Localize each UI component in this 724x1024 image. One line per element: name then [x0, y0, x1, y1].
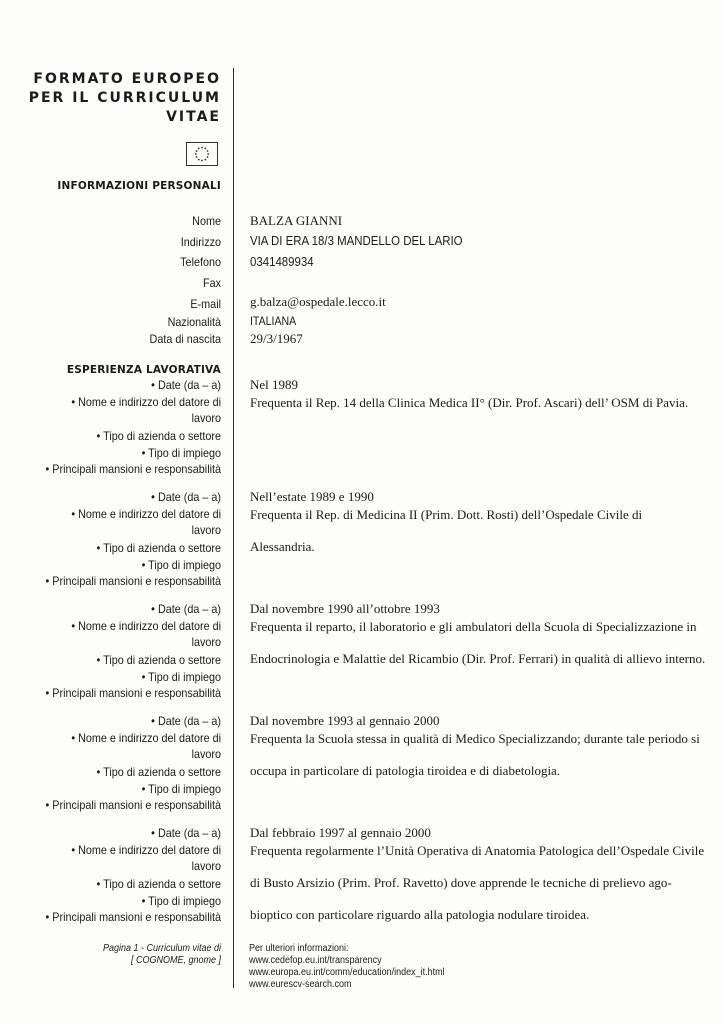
experience-date: Nel 1989: [250, 377, 299, 392]
label-tipo-azienda: • Tipo di azienda o settore: [96, 429, 221, 443]
label-nazionalita: Nazionalità: [167, 315, 221, 329]
experience-date: Dal febbraio 1997 al gennaio 2000: [250, 825, 431, 840]
label-data-nascita: Data di nascita: [149, 332, 221, 346]
label-datore-cont: lavoro: [191, 747, 221, 761]
title-line-3: VITAE: [166, 109, 221, 125]
footer-link[interactable]: www.cedefop.eu.int/transparency: [249, 955, 382, 966]
label-tipo-azienda: • Tipo di azienda o settore: [96, 653, 221, 667]
footer-link[interactable]: www.eurescv-search.com: [249, 979, 352, 990]
experience-description-line: Endocrinologia e Malattie del Ricambio (Dir. Prof. Ferrari) in qualità di allievo interno.: [250, 651, 706, 666]
label-tipo-impiego: • Tipo di impiego: [141, 446, 221, 460]
footer-info-heading: Per ulteriori informazioni:: [249, 943, 349, 954]
label-telefono: Telefono: [180, 255, 221, 269]
value-indirizzo: VIA DI ERA 18/3 MANDELLO DEL LARIO: [250, 233, 463, 248]
label-datore: • Nome e indirizzo del datore di: [71, 619, 221, 633]
label-date: • Date (da – a): [151, 714, 221, 728]
label-date: • Date (da – a): [151, 826, 221, 840]
experience-date: Nell’estate 1989 e 1990: [250, 489, 374, 504]
column-divider: [233, 68, 234, 988]
value-data-nascita: 29/3/1967: [250, 331, 303, 346]
label-email: E-mail: [190, 297, 221, 311]
label-tipo-impiego: • Tipo di impiego: [141, 894, 221, 908]
label-nome: Nome: [192, 214, 221, 228]
value-nazionalita: ITALIANA: [250, 314, 297, 328]
label-indirizzo: Indirizzo: [180, 235, 221, 249]
label-datore: • Nome e indirizzo del datore di: [71, 843, 221, 857]
title-line-1: FORMATO EUROPEO: [33, 71, 221, 87]
label-datore: • Nome e indirizzo del datore di: [71, 395, 221, 409]
title-line-2: PER IL CURRICULUM: [28, 90, 221, 106]
label-datore: • Nome e indirizzo del datore di: [71, 731, 221, 745]
label-mansioni: • Principali mansioni e responsabilità: [45, 798, 221, 812]
experience-description-line: occupa in particolare di patologia tiroidea e di diabetologia.: [250, 763, 561, 778]
footer-more-info: [249, 943, 445, 991]
footer-page-info: [41, 943, 221, 967]
experience-description-line: Frequenta regolarmente l’Unità Operativa di Anatomia Patologica dell’Ospedale Civile: [250, 843, 705, 858]
label-mansioni: • Principali mansioni e responsabilità: [45, 462, 221, 476]
label-date: • Date (da – a): [151, 490, 221, 504]
label-fax: Fax: [202, 276, 221, 290]
experience-date: Dal novembre 1990 all’ottobre 1993: [250, 601, 440, 616]
value-telefono: 0341489934: [250, 254, 314, 269]
footer-page-line-1: Pagina 1 - Curriculum vitae di: [102, 943, 221, 954]
experience-date: Dal novembre 1993 al gennaio 2000: [250, 713, 440, 728]
experience-description-line: Frequenta il Rep. di Medicina II (Prim. Dott. Rosti) dell’Ospedale Civile di: [250, 507, 643, 522]
label-date: • Date (da – a): [151, 602, 221, 616]
label-mansioni: • Principali mansioni e responsabilità: [45, 686, 221, 700]
experience-heading: ESPERIENZA LAVORATIVA: [66, 364, 221, 376]
value-email: g.balza@ospedale.lecco.it: [250, 294, 386, 309]
experience-description-line: Frequenta la Scuola stessa in qualità di Medico Specializzando; durante tale periodo si: [250, 731, 700, 746]
personal-info-heading: INFORMAZIONI PERSONALI: [57, 180, 221, 192]
label-datore-cont: lavoro: [191, 635, 221, 649]
label-tipo-azienda: • Tipo di azienda o settore: [96, 877, 221, 891]
label-datore-cont: lavoro: [191, 523, 221, 537]
experience-description-line: Frequenta il Rep. 14 della Clinica Medica II° (Dir. Prof. Ascari) dell’ OSM di Pavia.: [250, 395, 689, 410]
footer-link[interactable]: www.europa.eu.int/comm/education/index_it.html: [249, 967, 445, 978]
eu-stars-logo-icon: [186, 142, 218, 166]
cv-title: [21, 70, 221, 127]
label-tipo-impiego: • Tipo di impiego: [141, 782, 221, 796]
label-tipo-impiego: • Tipo di impiego: [141, 558, 221, 572]
footer-page-line-2: [ COGNOME, gnome ]: [130, 955, 221, 966]
label-datore-cont: lavoro: [191, 411, 221, 425]
label-tipo-impiego: • Tipo di impiego: [141, 670, 221, 684]
experience-description-line: bioptico con particolare riguardo alla patologia nodulare tiroidea.: [250, 907, 590, 922]
label-date: • Date (da – a): [151, 378, 221, 392]
experience-description-line: Alessandria.: [250, 539, 315, 554]
experience-description-line: di Busto Arsizio (Prim. Prof. Ravetto) dove apprende le tecniche di prelievo ago-: [250, 875, 672, 890]
label-mansioni: • Principali mansioni e responsabilità: [45, 910, 221, 924]
label-datore-cont: lavoro: [191, 859, 221, 873]
experience-description-line: Frequenta il reparto, il laboratorio e gli ambulatori della Scuola di Specializzazione in: [250, 619, 697, 634]
label-tipo-azienda: • Tipo di azienda o settore: [96, 541, 221, 555]
label-datore: • Nome e indirizzo del datore di: [71, 507, 221, 521]
label-mansioni: • Principali mansioni e responsabilità: [45, 574, 221, 588]
value-nome: BALZA GIANNI: [250, 213, 343, 228]
label-tipo-azienda: • Tipo di azienda o settore: [96, 765, 221, 779]
